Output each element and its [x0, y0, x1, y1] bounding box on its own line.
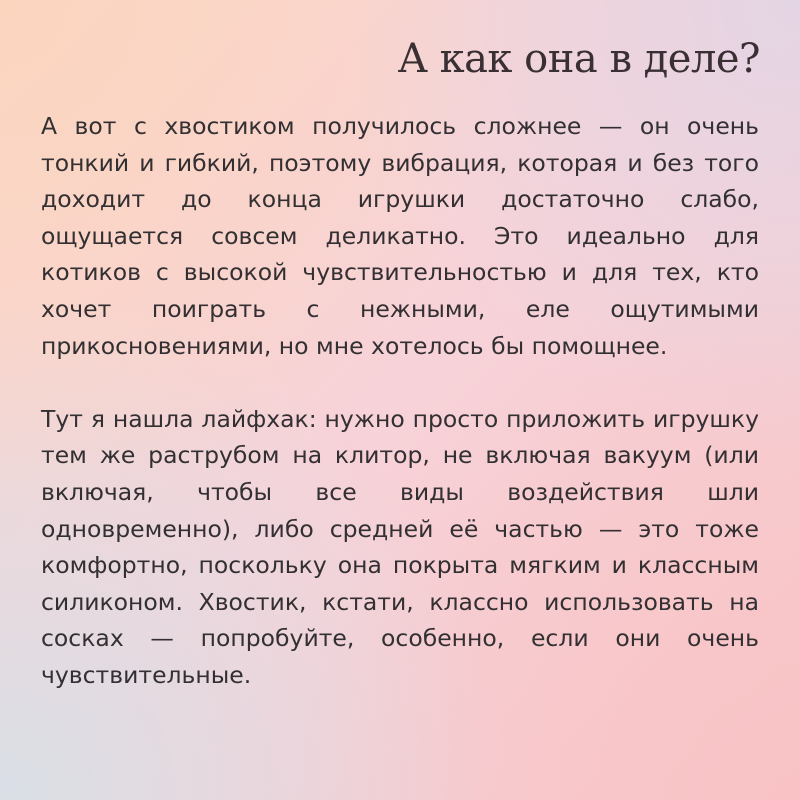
paragraph-tail: А вот с хвостиком получилось сложнее — он очень тонкий и гибкий, поэтому вибрация, которая и без того доходит до конца игрушки достаточно слабо, ощущается совсем деликатно. Это идеально для котиков с высокой чувствительностью и для тех, кто хочет поиграть с нежными, еле ощутимыми прикосновениями, но мне хотелось бы помощнее.	[41, 112, 759, 360]
slide-body	[41, 108, 759, 694]
slide-title: А как она в деле?	[397, 36, 760, 82]
paragraph-lifehack: Тут я нашла лайфхак: нужно просто приложить игрушку тем же раструбом на клитор, не включая вакуум (или включая, чтобы все виды воздействия шли одновременно), либо средней её частью — это тоже комфортно, поскольку она покрыта мягким и классным силиконом. Хвостик, кстати, классно использовать на сосках — попробуйте, особенно, если они очень чувствительные.	[41, 404, 759, 689]
